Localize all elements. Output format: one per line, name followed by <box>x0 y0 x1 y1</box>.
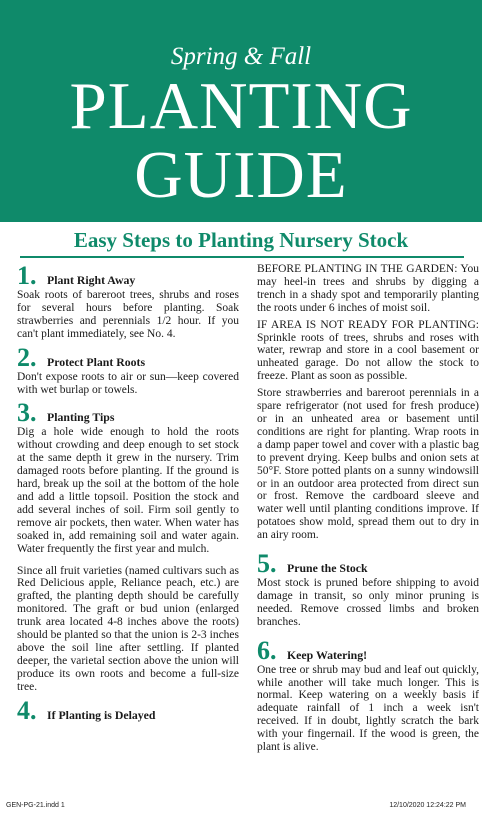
section-6-heading <box>257 635 479 665</box>
section-title: Planting Tips <box>47 410 115 425</box>
section-1-heading <box>17 263 239 289</box>
section-3-heading <box>17 400 239 426</box>
print-footer <box>0 802 482 814</box>
footer-file: GEN-PG-21.indd 1 <box>6 802 65 809</box>
section-5-text: Most stock is pruned before shipping to avoid damage in transit, so only minor pruning is needed. Remove crossed limbs and broken branches. <box>257 577 479 628</box>
section-number: 3. <box>17 398 37 428</box>
section-title: Protect Plant Roots <box>47 354 146 369</box>
section-number: 5. <box>257 549 277 579</box>
section-4-heading <box>17 695 239 725</box>
section-4-text: Store strawberries and bareroot perennials in a spare refrigerator (not used for fresh produce) or in an unheated area or basement until conditions are right for planting. Wrap roots in a damp paper towel and cover with a plastic bag to prevent drying. Keep bulbs and onion sets at 50°F. Store potted plants on a sunny windowsill or in an outdoor area protected from direct sun or frost. Remove the cardboard sleeve and water well until planting conditions improve. If potatoes show mold, spread them out to dry in an airy room. <box>257 387 479 542</box>
section-6-text: One tree or shrub may bud and leaf out quickly, while another will take much longer. This is normal. Keep watering on a weekly basis if adequate rainfall of 1 inch a week isn't received. If in doubt, lightly scratch the bark with your fingernail. If the wood is green, the plant is alive. <box>257 663 479 754</box>
section-number: 1. <box>17 261 37 290</box>
section-2-text: Don't expose roots to air or sun—keep covered with wet burlap or towels. <box>17 370 239 396</box>
header-title-line2: GUIDE <box>134 138 348 212</box>
section-number: 4. <box>17 695 37 725</box>
section-number: 2. <box>17 342 37 372</box>
section-title: Keep Watering! <box>287 647 368 662</box>
section-4-text: IF AREA IS NOT READY FOR PLANTING: Sprinkle roots of trees, shrubs and roses with water, rewrap and store in a cool basement or unheated garage. Do not allow the stock to freeze. Plant as soon as possible. <box>257 318 479 383</box>
section-3-text: Dig a hole wide enough to hold the roots without crowding and deep enough to set stock at the same depth it grew in the nursery. Trim damaged roots before planting. If the ground is hard, break up the soil at the bottom of the hole and add a little topsoil. Position the stock and add several inches of soil. Firm soil gently to remove air pockets, then water. When water has soaked in, add remaining soil and water again. Water frequently the first year and mulch. <box>17 426 239 555</box>
section-4-text: BEFORE PLANTING IN THE GARDEN: You may heel-in trees and shrubs by digging a trench in a shady spot and temporarily planting the roots under 6 inches of moist soil. <box>257 263 479 314</box>
section-title: Prune the Stock <box>287 561 368 576</box>
section-5-heading <box>257 551 479 577</box>
subtitle: Easy Steps to Planting Nursery Stock <box>73 228 409 252</box>
header-title-line1: PLANTING <box>69 69 413 143</box>
footer-timestamp: 12/10/2020 12:24:22 PM <box>389 802 466 809</box>
section-1-text: Soak roots of bareroot trees, shrubs and roses for several hours before planting. Soak strawberries and perennials 1/2 hour. If you can't plant immediately, see No. 4. <box>17 289 239 340</box>
section-2-heading <box>17 342 239 372</box>
header-banner <box>0 0 482 222</box>
right-column <box>257 263 479 754</box>
header-tagline: Spring & Fall <box>170 43 312 70</box>
section-title: If Planting is Delayed <box>47 707 156 722</box>
left-column <box>17 263 239 724</box>
section-number: 6. <box>257 635 277 665</box>
section-title: Plant Right Away <box>47 273 136 287</box>
divider <box>20 256 464 258</box>
section-3-text: Since all fruit varieties (named cultivars such as Red Delicious apple, Reliance peach, etc.) are grafted, the planting depth should be carefully monitored. The graft or bud union (enlarged trunk area located 4-8 inches above the roots) should be planted so that the union is 2-3 inches above the soil line after settling. If planted deeper, the varietal section above the union will produce its own roots and become a full-size tree. <box>17 564 239 693</box>
